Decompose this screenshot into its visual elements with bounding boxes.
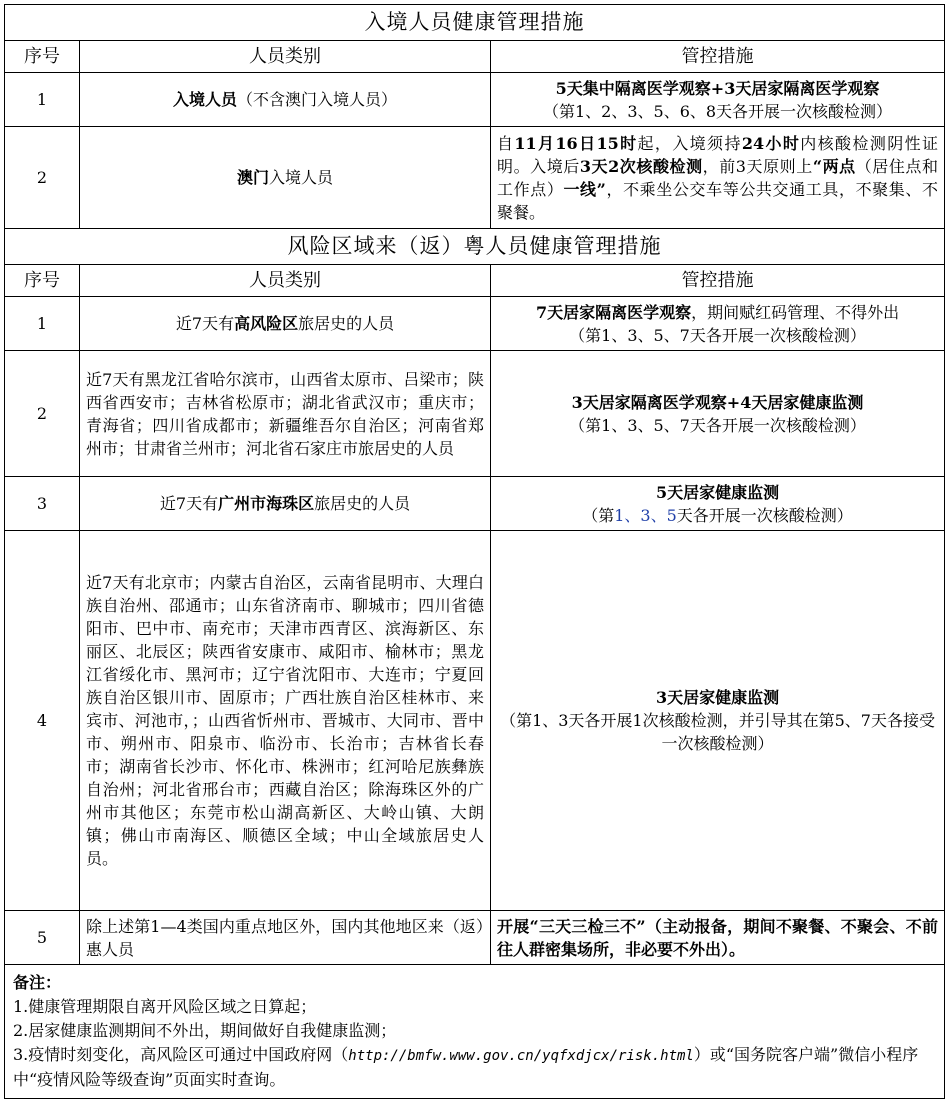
category-text: 近7天有	[175, 314, 235, 333]
notes-label: 备注：	[13, 973, 62, 992]
measure-emphasis: 24小时	[741, 133, 801, 153]
control-measure: 开展“三天三检三不”（主动报备，期间不聚餐、不聚会、不前往人群密集场所，非必要不外出）。	[491, 911, 945, 965]
table-row	[5, 127, 945, 229]
row-number: 3	[5, 477, 80, 531]
category-text: 近7天有	[159, 494, 219, 513]
person-category	[80, 477, 491, 531]
person-category	[80, 73, 491, 127]
measure-main: 3天居家隔离医学观察+4天居家健康监测	[571, 392, 864, 412]
category-text: 旅居史的人员	[298, 314, 395, 333]
person-category	[80, 127, 491, 229]
measure-text: （居住点和工作点）	[497, 156, 938, 199]
category-emphasis: 澳门	[236, 168, 269, 187]
measure-text: 天各开展一次核酸检测）	[676, 505, 853, 525]
person-category: 除上述第1—4类国内重点地区外，国内其他地区来（返）惠人员	[80, 911, 491, 965]
control-measure	[491, 297, 945, 351]
note-item: 1.健康管理期限自离开风险区域之日算起；	[13, 997, 317, 1016]
section2-title-row	[5, 229, 945, 265]
section2-title: 风险区域来（返）粤人员健康管理措施	[5, 229, 945, 265]
row-number: 2	[5, 127, 80, 229]
note-text: ）或“国务院客户端”微信小程序中“疫情风险等级查询”页面实时查询。	[13, 1045, 919, 1089]
measure-sub: （第1、3、5、7天各开展一次核酸检测）	[569, 415, 866, 435]
category-text: （不含澳门入境人员）	[237, 90, 398, 109]
risk-query-link[interactable]: http://bmfw.www.gov.cn/yqfxdjcx/risk.html	[348, 1048, 694, 1064]
measure-main: 3天居家健康监测	[655, 688, 780, 707]
measure-sub: （第1、2、3、5、6、8天各开展一次核酸检测）	[542, 101, 893, 121]
table-row	[5, 297, 945, 351]
row-number: 2	[5, 351, 80, 477]
person-category	[80, 297, 491, 351]
section2-header-row	[5, 265, 945, 297]
table-row	[5, 531, 945, 911]
measure-sub: （第1、3天各开展1次核酸检测，并引导其在第5、7天各接受一次核酸检测）	[500, 711, 935, 753]
measure-main: 5天集中隔离医学观察+3天居家隔离医学观察	[555, 78, 880, 98]
person-category: 近7天有北京市；内蒙古自治区，云南省昆明市、大理白族自治州、邵通市；山东省济南市、聊城市；四川省德阳市、巴中市、南充市；天津市西青区、滨海新区、东丽区、北辰区；陕西省安康市、咸阳市、榆林市；黑龙江省绥化市、黑河市；辽宁省沈阳市、大连市；宁夏回族自治区银川市、固原市；广西壮族自治区桂林市、来宾市、河池市，；山西省忻州市、晋城市、大同市、晋中市、朔州市、阳泉市、临汾市、长治市；吉林省长春市；湖南省长沙市、怀化市、株洲市；红河哈尼族彝族自治州；河北省邢台市；西藏自治区；除海珠区外的广州市其他区；东莞市松山湖高新区、大岭山镇、大朗镇；佛山市南海区、顺德区全域；中山全域旅居史人员。	[80, 531, 491, 911]
header-no: 序号	[5, 265, 80, 297]
measure-text: 自	[497, 133, 515, 153]
measure-text: 起，入境须持	[637, 133, 742, 153]
measure-emphasis: 一线”	[563, 179, 606, 199]
measure-sub: （第1、3、5、7天各开展一次核酸检测）	[569, 325, 866, 345]
row-number: 1	[5, 297, 80, 351]
category-emphasis: 入境人员	[172, 90, 237, 109]
section1-title: 入境人员健康管理措施	[5, 5, 945, 41]
notes	[5, 965, 945, 1099]
row-number: 1	[5, 73, 80, 127]
notes-row	[5, 965, 945, 1099]
row-number: 4	[5, 531, 80, 911]
table-row	[5, 73, 945, 127]
control-measure	[491, 477, 945, 531]
measure-main: 5天居家健康监测	[655, 482, 780, 502]
measure-text: ，不乘坐公交车等公共交通工具，不聚集、不聚餐。	[497, 179, 938, 222]
measure-highlight: 1、3、5	[614, 505, 677, 525]
measure-text: ，前3天原则上	[702, 156, 813, 176]
measure-sub	[497, 504, 938, 527]
person-category: 近7天有黑龙江省哈尔滨市，山西省太原市、吕梁市；陕西省西安市；吉林省松原市；湖北省武汉市；重庆市；青海省；四川省成都市；新疆维吾尔自治区；河南省郑州市；甘肃省兰州市；河北省石家庄市旅居史的人员	[80, 351, 491, 477]
header-measures: 管控措施	[491, 265, 945, 297]
control-measure	[491, 73, 945, 127]
control-measure	[491, 351, 945, 477]
measure-emphasis: 3天2次核酸检测	[579, 156, 703, 176]
measure-main-rest: ，期间赋红码管理、不得外出	[691, 302, 900, 322]
table-row	[5, 477, 945, 531]
category-emphasis: 广州市海珠区	[218, 494, 315, 513]
measure-emphasis: 11月16日15时	[514, 133, 638, 153]
measure-text: 内核酸检测阴性证明。入境后	[497, 133, 938, 176]
control-measure	[491, 127, 945, 229]
section1-title-row	[5, 5, 945, 41]
measure-main-line	[497, 301, 938, 324]
header-measures: 管控措施	[491, 41, 945, 73]
table-row	[5, 351, 945, 477]
note-text: 3.疫情时刻变化，高风险区可通过中国政府网（	[13, 1045, 349, 1064]
header-category: 人员类别	[80, 41, 491, 73]
header-no: 序号	[5, 41, 80, 73]
note-item: 2.居家健康监测期间不外出，期间做好自我健康监测；	[13, 1021, 397, 1040]
header-category: 人员类别	[80, 265, 491, 297]
note-item	[13, 1043, 936, 1092]
table-row	[5, 911, 945, 965]
category-emphasis: 高风险区	[234, 314, 299, 333]
measure-main: 7天居家隔离医学观察	[535, 302, 692, 322]
row-number: 5	[5, 911, 80, 965]
health-management-table	[4, 4, 945, 1099]
category-text: 入境人员	[269, 168, 334, 187]
measure-emphasis: “两点	[812, 156, 856, 176]
section1-header-row	[5, 41, 945, 73]
category-text: 旅居史的人员	[314, 494, 411, 513]
control-measure	[491, 531, 945, 911]
measure-text: （第	[582, 505, 615, 525]
